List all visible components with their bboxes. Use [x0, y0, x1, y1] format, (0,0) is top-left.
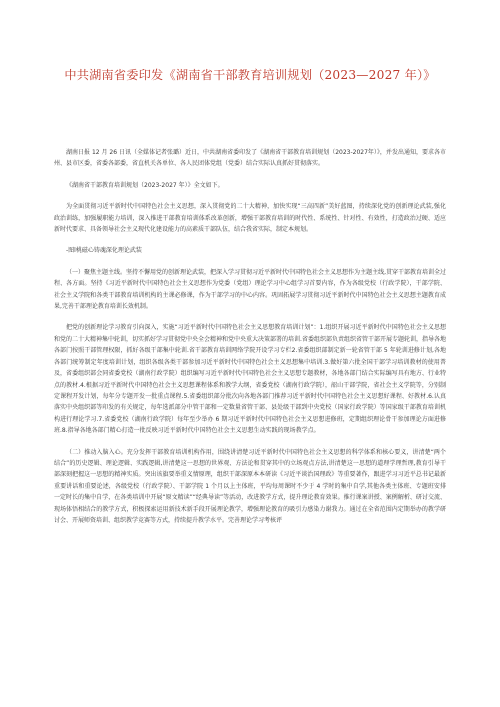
paragraph-full-text-note: 《湖南省干部教育培训规划（2023-2027 年）》全文如下。: [66, 181, 224, 189]
document-body: [54, 147, 446, 526]
paragraph-intro: 湖南日报 12 月 26 日讯（全媒体记者张璐）近日，中共湖南省委印发了《湖南省干部教育培训规划（2023-2027年）》，并发出通知，要求各市州、县市区委，省委各部委，省直机关各单位、各人民团体党组（党委）结合实际认真抓好贯彻落实。: [54, 149, 446, 168]
paragraph-focus-theme: （一）聚焦主题主线。坚持不懈用党的创新理论武装，把深入学习贯彻习近平新时代中国特色社会主义思想作为主题主线,贯穿干部教育培训全过程、各方面。坚持《习近平新时代中国特色社会主义思想作为党委（党组）理论学习中心组学习首要内容，作为各级党校（行政学院），干部学院、社会主义学院和各类干部教育培训机构的主课必修课，作为干部学习的中心内容。巩固拓展学习贯彻习近平新时代中国特色社会主义思想主题教育成果,完善干部理论教育培训长效机制。: [54, 268, 446, 311]
document-title: 中共湖南省委印发《湖南省干部教育培训规划（2023—2027 年）》: [64, 68, 436, 82]
paragraph-training-plan: 把党的创新理论学习教育引向深入，实施“习近平新时代中国特色社会主义思想教育培训计划”：1.组织开展习近平新时代中国特色社会主义思想和党的二十大精神集中轮训，切实抓好学习贯彻党中央全会精神和党中央重大决策部署的培训.省委组织部负责组织省管干部开展专题轮训，指导各地各部门按照干部管理权限，抓好各级干部集中轮训.省干部教育培训网络学院开设学习专栏2.省委组织部制定新一轮省管干部 5 年轮训进修计划,各地各部门统筹制定年度培训计划，组织各级各类干部参加习近平新时代中国特色社会主义思想集中培训.3.做好第六批全国干部学习培训教材的使用普及，省委组织部会同省委党校（湖南行政学院）组织编写习近平新时代中国特色社会主义思想专题教材，各地各部门结合实际编写具有地方、行业特点的教材.4.根据习近平新时代中国特色社会主义思想课程体系和教学大纲，省委党校（湖南行政学院），韶山干部学院，省社会主义学院等，分别制定课程开发计划，每年分专题开发一批重点课程.5.省委组织部分批次向各地各部门推荐习近平新时代中国特色社会主义思想好课程、好教材.6.认真落实中央组织部等印发的有关规定，每年选派部分中管干部和一定数量省管干部、县处级干部到中央党校（国家行政学院）等国家级干部教育培训机构进行理论学习.7.省委党校（湖南行政学院）每年至少举办 6 期习近平新时代中国特色社会主义思想进修班，定期组织理论骨干参加理论方面进修班.8.指导各地各部门精心打造一批反映习近平新时代中国特色社会主义思想生动实践的现场教学点。: [54, 324, 446, 435]
paragraph-promote-learning: （二）推动入脑入心。充分发挥干部教育培训机构作用，围绕讲清楚习近平新时代中国特色社会主义思想的科学体系和核心要义，讲清楚“两个结合”的历史逻辑、理论逻辑、实践逻辑,讲清楚这一思想的世界观、方法论和贯穿其中的立场观点方法,讲清楚这一思想的道理学理哲理,教育引导干部深刻把握这一思想的精神实质。突出该旗要举重义情原理，组织干部深原本本研读《习近平谈治国理政》等重要著作，跟进学习习近平总书记最新重要讲话和重要论述，各级党校（行政学院）、干部学院 1 个月以上主体班，平均每周课时不少于 4 学时的集中自学,其他各类主体班、专题班安排一定时长的集中自学，在各类培训中开展“原文精读”“经典导读”等活动，改进教学方式，提升理论教育效果。推行课案讲授、案例解析、研讨交流、现场体悟相结合的教学方式，积极探索运用新技术新手段开展理论教学，增强理论教育的吸引力感染力谢我力。通过在全省范围内定期举办的教学研讨会、开展师资培训、组织教学竞赛等方式，持续提升教学水平。完善理论学习考核评: [54, 448, 446, 524]
paragraph-preamble: 为全面贯彻习近平新时代中国特色社会主义思想，深入贯彻党的二十大精神，加快实现“三高四新”美好蓝图，持续深化党的创新理论武装,强化政治训练，加强履职能力培训，深入推进干部教育培训体系改革创新，增强干部教育培训的时代性、系统性、针对性、有效性，打造政治过硬、适应新时代要求、具备领导社会主义现代化建设能力的高素质干部队伍，结合我省实际，制定本规划。: [54, 203, 446, 234]
section-heading: -图l桃磁心铸魂深化理论武装: [66, 247, 142, 255]
